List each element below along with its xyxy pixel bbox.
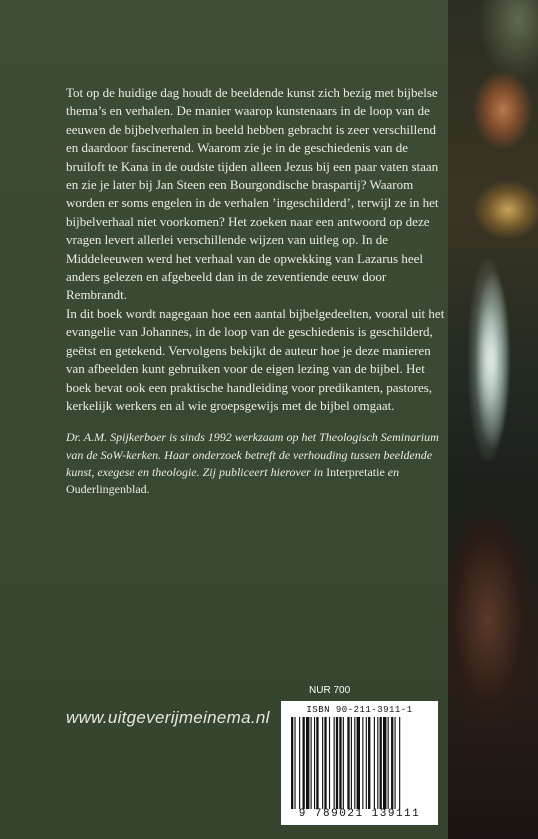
publisher-website[interactable]: www.uitgeverijmeinema.nl	[66, 708, 270, 727]
author-bio	[66, 429, 450, 498]
journal-interpretatie: Interpretatie	[326, 464, 385, 479]
blurb-paragraph-1: Tot op de huidige dag houdt de beeldende kunst zich bezig met bijbelse thema’s en verhalen. De manier waarop kunstenaars in de loop van de eeuwen de bijbelverhalen in beeld hebben gebracht is zeer verschillend en daardoor fascinerend. Waarom zie je in de geschiedenis van de bruiloft te Kana in de oudste tijden alleen Jezus bij een paar vaten staan en zie je later bij Jan Steen een Bourgondische braspartij? Waarom worden er soms engelen in de verhalen ’ingeschilderd’, terwijl ze in het bijbelverhaal niet voorkomen? Het zoeken naar een antwoord op deze vragen levert allerlei verschillende wijzen van uitleg op. In de Middeleeuwen werd het verhaal van de opwekking van Lazarus heel anders gelezen en afgebeeld dan in de zeventiende eeuw door Rembrandt.	[66, 85, 439, 303]
barcode-icon	[291, 717, 428, 809]
nur-code: NUR 700	[309, 685, 351, 696]
blurb-paragraph-2: In dit boek wordt nagegaan hoe een aantal bijbelgedeelten, vooral uit het evangelie van Johannes, in de loop van de geschiedenis is geschilderd, geëtst en getekend. Vervolgens bekijkt de auteur hoe je deze manieren van afbeelden kunt gebruiken voor de eigen lezing van de bijbel. Het boek bevat ook een praktische handleiding voor predikanten, pastores, kerkelijk werkers en al wie groepsgewijs met de bijbel omgaat.	[66, 305, 445, 413]
bio-connector: en	[387, 464, 400, 479]
painting-strip	[448, 0, 538, 839]
painting-pouring-water	[468, 260, 508, 460]
barcode-label	[281, 701, 438, 825]
author-bio-text: Dr. A.M. Spijkerboer is sinds 1992 werkzaam op het Theologisch Seminarium van de SoW-kerken. Haar onderzoek betreft de verhouding tussen beeldende kunst, exegese en theologie. Zij publiceert hierover in	[66, 430, 439, 479]
isbn-text: ISBN 90-211-3911-1	[306, 705, 413, 715]
ean-digits: 9 789021 139111	[298, 808, 421, 820]
journal-ouderlingenblad: Ouderlingenblad.	[66, 481, 150, 496]
blurb	[66, 84, 450, 498]
